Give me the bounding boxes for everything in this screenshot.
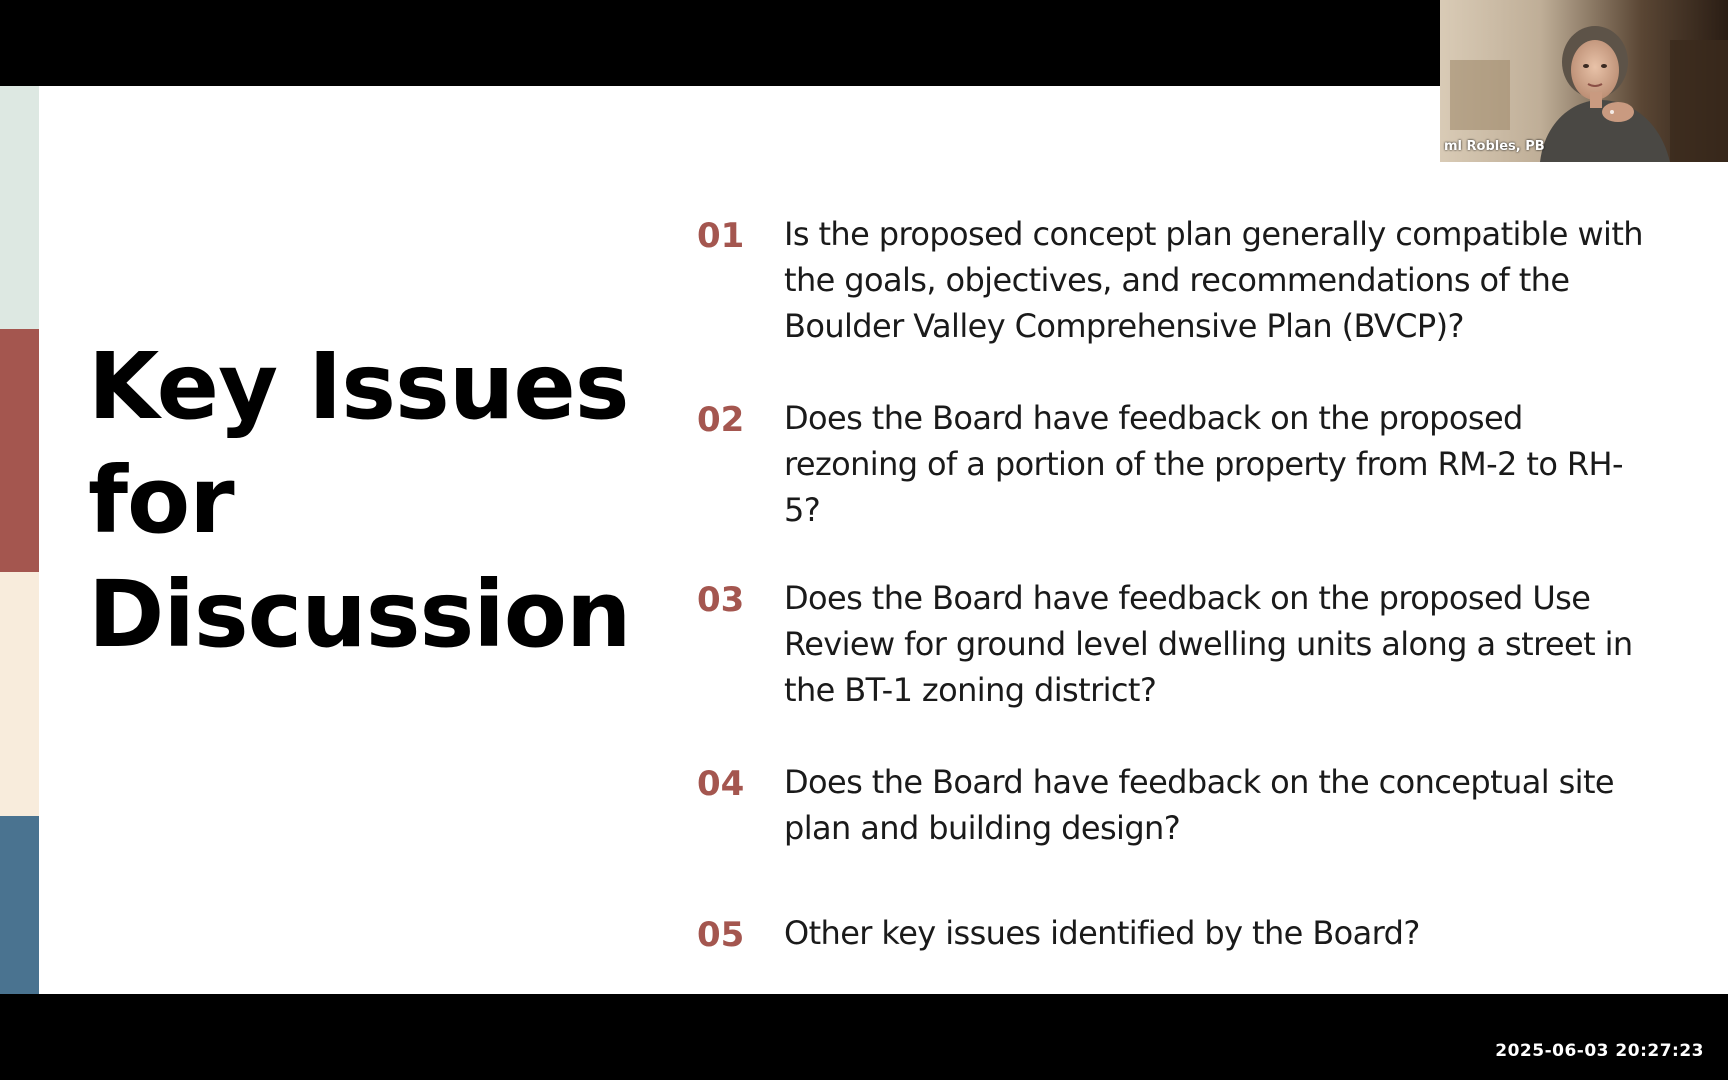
issue-item bbox=[697, 759, 1647, 851]
issue-item bbox=[697, 395, 1647, 533]
issue-text: Does the Board have feedback on the proposed rezoning of a portion of the property from RM-2 to RH-5? bbox=[784, 399, 1623, 529]
issue-item bbox=[697, 211, 1647, 349]
recording-timestamp: 2025-06-03 20:27:23 bbox=[1495, 1041, 1704, 1061]
issue-number: 02 bbox=[697, 400, 745, 440]
decorative-stripe-brick bbox=[0, 329, 39, 572]
slide-title-line: Key Issues bbox=[88, 333, 629, 440]
slide-title bbox=[88, 330, 648, 672]
slide-title-line: Discussion bbox=[88, 561, 631, 668]
decorative-stripe-cream bbox=[0, 572, 39, 816]
issue-text: Other key issues identified by the Board? bbox=[784, 914, 1420, 952]
bottom-letterbox bbox=[0, 994, 1728, 1080]
decorative-stripe-blue bbox=[0, 816, 39, 994]
presentation-slide bbox=[0, 86, 1728, 994]
participant-name-label: ml Robles, PB bbox=[1444, 139, 1545, 154]
issue-number: 05 bbox=[697, 915, 745, 955]
decorative-stripe-mint bbox=[0, 86, 39, 329]
slide-title-line: for bbox=[88, 447, 234, 554]
issue-item bbox=[697, 575, 1647, 713]
issue-text: Is the proposed concept plan generally compatible with the goals, objectives, and recommendations of the Boulder Valley Comprehensive Plan (BVCP)? bbox=[784, 215, 1643, 345]
participant-video-tile[interactable] bbox=[1440, 0, 1728, 162]
issue-item bbox=[697, 910, 1647, 958]
participant-video-feed bbox=[1440, 0, 1728, 162]
issue-number: 04 bbox=[697, 764, 745, 804]
issue-number: 01 bbox=[697, 216, 745, 256]
issue-text: Does the Board have feedback on the proposed Use Review for ground level dwelling units along a street in the BT-1 zoning district? bbox=[784, 579, 1633, 709]
issue-number: 03 bbox=[697, 580, 745, 620]
issue-text: Does the Board have feedback on the conceptual site plan and building design? bbox=[784, 763, 1614, 847]
